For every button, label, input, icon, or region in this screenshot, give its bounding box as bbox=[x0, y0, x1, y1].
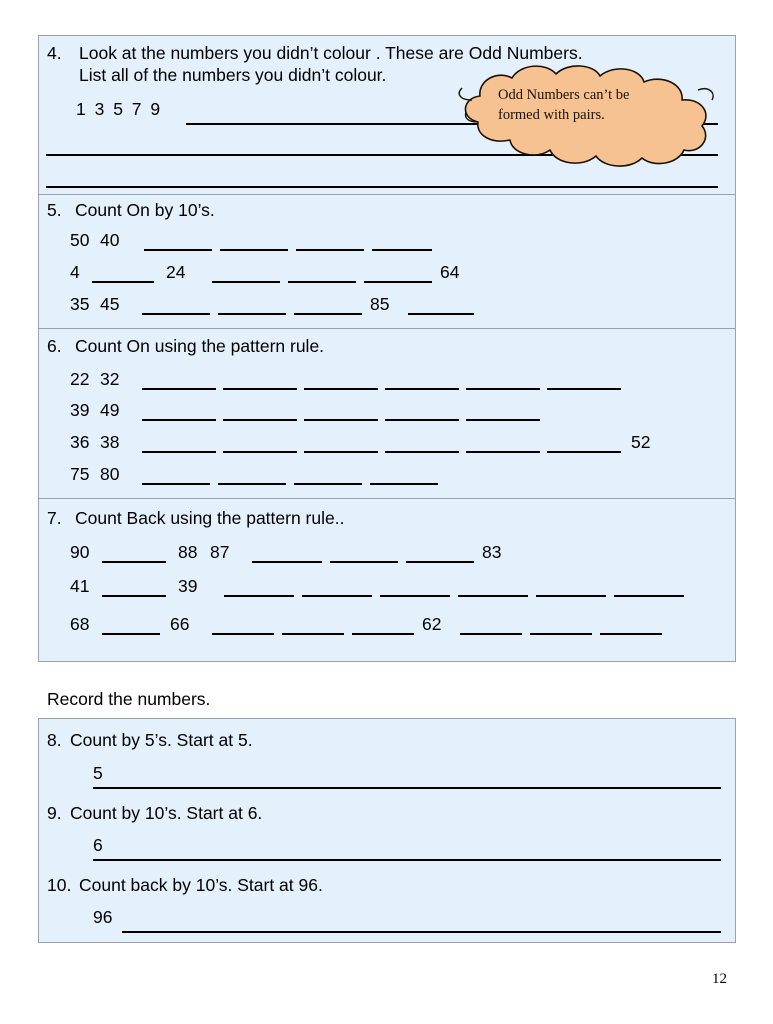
answer-blank[interactable] bbox=[614, 578, 684, 597]
questions-8-to-10-box bbox=[38, 718, 736, 943]
answer-blank[interactable] bbox=[218, 466, 286, 485]
sequence-value: 62 bbox=[422, 614, 442, 634]
answer-blank[interactable] bbox=[92, 264, 154, 283]
question-7-row-3 bbox=[70, 614, 662, 635]
answer-blank[interactable] bbox=[252, 544, 322, 563]
question-7-row-2 bbox=[70, 576, 684, 597]
question-7-row-1 bbox=[70, 542, 501, 563]
answer-blank[interactable] bbox=[380, 578, 450, 597]
question-8-number: 8. bbox=[47, 730, 62, 750]
answer-blank[interactable] bbox=[466, 371, 540, 390]
answer-blank[interactable] bbox=[142, 466, 210, 485]
answer-blank[interactable] bbox=[460, 616, 522, 635]
question-10-prompt: Count back by 10’s. Start at 96. bbox=[79, 875, 323, 895]
answer-blank[interactable] bbox=[296, 232, 364, 251]
divider-q4-q5 bbox=[39, 194, 735, 195]
answer-blank[interactable] bbox=[466, 434, 540, 453]
answer-blank[interactable] bbox=[370, 466, 438, 485]
answer-blank[interactable] bbox=[302, 578, 372, 597]
question-4-prompt-line-1: Look at the numbers you didn’t colour . These are Odd Numbers. bbox=[79, 43, 583, 63]
question-8-prompt: Count by 5’s. Start at 5. bbox=[70, 730, 253, 750]
sequence-value: 49 bbox=[100, 400, 120, 420]
answer-blank[interactable] bbox=[218, 296, 286, 315]
answer-blank[interactable] bbox=[212, 264, 280, 283]
answer-blank[interactable] bbox=[294, 466, 362, 485]
question-8-answer-line[interactable] bbox=[93, 787, 721, 789]
question-5-row-2 bbox=[70, 262, 459, 283]
sequence-value: 87 bbox=[210, 542, 230, 562]
answer-blank[interactable] bbox=[372, 232, 432, 251]
sequence-value: 32 bbox=[100, 369, 120, 389]
answer-blank[interactable] bbox=[530, 616, 592, 635]
question-6-prompt: Count On using the pattern rule. bbox=[75, 336, 325, 356]
question-6-row-4 bbox=[70, 464, 438, 485]
answer-blank[interactable] bbox=[364, 264, 432, 283]
question-10-number: 10. bbox=[47, 875, 72, 895]
answer-blank[interactable] bbox=[600, 616, 662, 635]
sequence-value: 38 bbox=[100, 432, 120, 452]
sequence-value: 85 bbox=[370, 294, 390, 314]
answer-blank[interactable] bbox=[142, 371, 216, 390]
answer-blank[interactable] bbox=[385, 434, 459, 453]
sequence-value: 45 bbox=[100, 294, 120, 314]
question-6-number: 6. bbox=[47, 336, 62, 356]
answer-blank[interactable] bbox=[406, 544, 474, 563]
question-5-number: 5. bbox=[47, 200, 62, 220]
sequence-value: 88 bbox=[178, 542, 198, 562]
answer-blank[interactable] bbox=[536, 578, 606, 597]
divider-q6-q7 bbox=[39, 498, 735, 499]
sequence-value: 36 bbox=[70, 432, 90, 452]
callout-text bbox=[498, 85, 678, 125]
answer-blank[interactable] bbox=[547, 434, 621, 453]
answer-blank[interactable] bbox=[282, 616, 344, 635]
answer-blank[interactable] bbox=[466, 402, 540, 421]
answer-blank[interactable] bbox=[102, 578, 166, 597]
answer-blank[interactable] bbox=[288, 264, 356, 283]
question-5-row-1 bbox=[70, 230, 432, 251]
sequence-value: 24 bbox=[166, 262, 186, 282]
record-section-heading: Record the numbers. bbox=[47, 689, 211, 709]
answer-blank[interactable] bbox=[294, 296, 362, 315]
answer-blank[interactable] bbox=[142, 402, 216, 421]
sequence-value: 83 bbox=[482, 542, 502, 562]
answer-blank[interactable] bbox=[142, 434, 216, 453]
sequence-value: 66 bbox=[170, 614, 190, 634]
question-10-start-value: 96 bbox=[93, 907, 113, 927]
sequence-value: 75 bbox=[70, 464, 90, 484]
divider-q5-q6 bbox=[39, 328, 735, 329]
question-7-prompt: Count Back using the pattern rule.. bbox=[75, 508, 345, 528]
sequence-value: 68 bbox=[70, 614, 90, 634]
sequence-value: 64 bbox=[440, 262, 460, 282]
question-6-row-3 bbox=[70, 432, 650, 453]
page-number: 12 bbox=[712, 971, 727, 987]
answer-blank[interactable] bbox=[352, 616, 414, 635]
question-9-number: 9. bbox=[47, 803, 62, 823]
answer-blank[interactable] bbox=[304, 402, 378, 421]
answer-blank[interactable] bbox=[385, 371, 459, 390]
question-5-prompt: Count On by 10’s. bbox=[75, 200, 215, 220]
answer-blank[interactable] bbox=[223, 402, 297, 421]
answer-blank[interactable] bbox=[458, 578, 528, 597]
question-4-number: 4. bbox=[47, 43, 62, 63]
question-8-start-value: 5 bbox=[93, 763, 103, 783]
sequence-value: 41 bbox=[70, 576, 90, 596]
question-6-row-2 bbox=[70, 400, 540, 421]
sequence-value: 40 bbox=[100, 230, 120, 250]
answer-blank[interactable] bbox=[330, 544, 398, 563]
callout-line-1: Odd Numbers can’t be bbox=[498, 87, 630, 103]
question-6-row-1 bbox=[70, 369, 621, 390]
answer-blank[interactable] bbox=[408, 296, 474, 315]
answer-blank[interactable] bbox=[304, 371, 378, 390]
sequence-value: 4 bbox=[70, 262, 80, 282]
question-4-given-numbers: 1 3 5 7 9 bbox=[76, 99, 163, 119]
question-7-number: 7. bbox=[47, 508, 62, 528]
answer-blank[interactable] bbox=[220, 232, 288, 251]
sequence-value: 39 bbox=[178, 576, 198, 596]
sequence-value: 22 bbox=[70, 369, 90, 389]
answer-blank[interactable] bbox=[142, 296, 210, 315]
sequence-value: 50 bbox=[70, 230, 90, 250]
answer-blank[interactable] bbox=[102, 616, 160, 635]
sequence-value: 39 bbox=[70, 400, 90, 420]
sequence-value: 52 bbox=[631, 432, 651, 452]
sequence-value: 90 bbox=[70, 542, 90, 562]
question-10-answer-line[interactable] bbox=[122, 931, 721, 933]
answer-blank[interactable] bbox=[223, 371, 297, 390]
sequence-value: 80 bbox=[100, 464, 120, 484]
answer-blank[interactable] bbox=[224, 578, 294, 597]
answer-blank[interactable] bbox=[304, 434, 378, 453]
question-9-answer-line[interactable] bbox=[93, 859, 721, 861]
callout-line-2: formed with pairs. bbox=[498, 107, 605, 123]
answer-blank[interactable] bbox=[102, 544, 166, 563]
answer-blank[interactable] bbox=[144, 232, 212, 251]
answer-blank[interactable] bbox=[223, 434, 297, 453]
answer-blank[interactable] bbox=[212, 616, 274, 635]
answer-blank[interactable] bbox=[385, 402, 459, 421]
question-9-prompt: Count by 10’s. Start at 6. bbox=[70, 803, 263, 823]
question-4-prompt-line-2: List all of the numbers you didn’t colour. bbox=[79, 65, 387, 85]
question-9-start-value: 6 bbox=[93, 835, 103, 855]
question-4-answer-line-3[interactable] bbox=[46, 186, 718, 188]
sequence-value: 35 bbox=[70, 294, 90, 314]
question-5-row-3 bbox=[70, 294, 474, 315]
answer-blank[interactable] bbox=[547, 371, 621, 390]
